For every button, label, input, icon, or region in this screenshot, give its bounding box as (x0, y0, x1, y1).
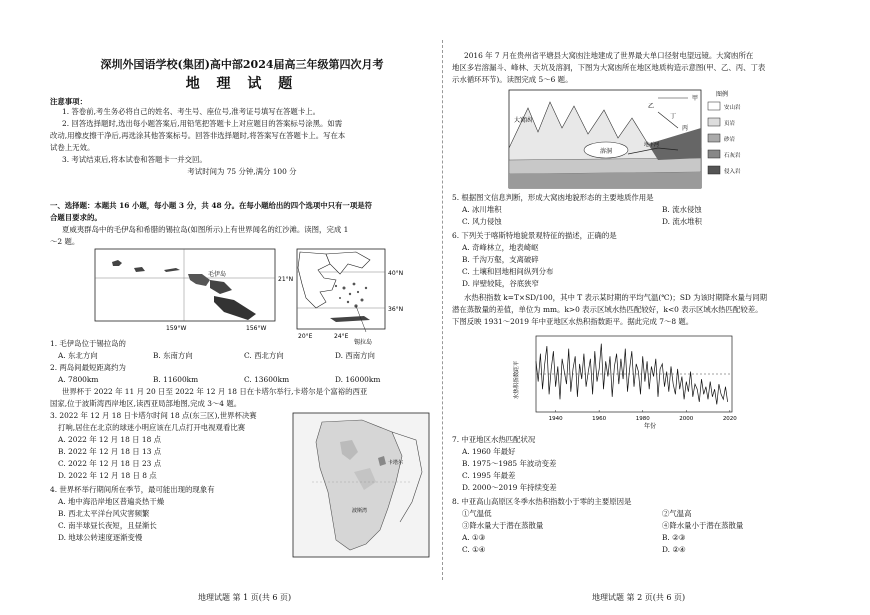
option: B. 11600km (153, 375, 199, 384)
question-stem: 2. 两岛间最短距离约为 (50, 363, 126, 372)
lat-label: 36°N (388, 306, 404, 313)
qatar-label: 卡塔尔 (388, 460, 404, 466)
passage: 示水循环环节)。读图完成 5～6 题。 (452, 75, 573, 84)
option: A. 1960 年最好 (462, 447, 516, 456)
notice-item: 改动,用橡皮擦干净后,再选涂其他答案标号。回答非选择题时,将答案写在答题卡上。写在本 (50, 131, 346, 140)
legend (708, 102, 741, 175)
question-stem: 5. 根据图文信息判断，形成大窝凼地貌形态的主要地质作用是 (452, 193, 654, 202)
option: B. 流水侵蚀 (662, 205, 702, 214)
statement: ④降水量小于潜在蒸散量 (662, 521, 744, 530)
option: D. 2022 年 12 月 18 日 8 点 (58, 471, 157, 480)
subject-title: 地 理 试 题 (185, 76, 299, 92)
island-shape (164, 268, 180, 272)
island-label: 锡拉岛 (354, 339, 373, 346)
x-tick-label: 2020 (722, 416, 737, 422)
option: A. ①③ (462, 533, 486, 542)
legend-title: 图例 (716, 91, 729, 98)
lon-label: 156°W (246, 325, 267, 332)
option: D. 16000km (335, 375, 381, 384)
island-shape (112, 260, 122, 266)
option: C. 13600km (244, 375, 290, 384)
page-divider (442, 40, 443, 580)
x-tick-label: 1960 (592, 416, 607, 422)
statement: ①气温低 (462, 509, 492, 518)
lat-label: 21°N (278, 276, 294, 283)
chart-series (536, 344, 728, 405)
passage: 2016 年 7 月在贵州省平塘县大窝凼注地建成了世界最大单口径射电望远镜。大窝凼所在 (464, 51, 754, 60)
page-2 (452, 0, 837, 615)
island-shape (188, 274, 210, 286)
legend-item: 侵入岩 (724, 169, 741, 175)
option: A. 奇峰林立，地表崎岖 (462, 243, 539, 252)
section-title: 合题目要求的。 (50, 213, 102, 222)
label-ding: 丁 (670, 113, 677, 120)
maui-map (94, 248, 294, 334)
notice-title: 注意事项： (50, 97, 87, 106)
index-anomaly-chart (512, 330, 772, 430)
passage: 世界杯于 2022 年 11 月 20 日至 2022 年 12 月 18 日在卡塔尔举行,卡塔尔是个富裕的西亚 (62, 387, 368, 396)
option: A. 东北方向 (58, 351, 98, 360)
option: C. 风力侵蚀 (462, 217, 502, 226)
option: A. 地中海沿岸地区普遍炎热干燥 (58, 497, 165, 506)
lat-label: 40°N (388, 270, 404, 277)
question-stem: 7. 中亚地区水热匹配状况 (452, 435, 536, 444)
thira-map (296, 248, 416, 352)
y-axis-label: 水热积指数距平 (514, 360, 520, 400)
option: B. 1975～1985 年波动变差 (462, 459, 557, 468)
option: C. 1995 年最差 (462, 471, 516, 480)
gulf-label: 波斯湾 (352, 508, 368, 514)
legend-item: 页岩 (724, 121, 736, 127)
option: D. 岸壁较陡，谷底狭窄 (462, 279, 539, 288)
option: A. 7800km (58, 375, 99, 384)
west-asia-map (292, 412, 432, 560)
passage: 水热积指数 k=T×SD/100，其中 T 表示某时期的平均气温(℃)；SD 为该时期降水量与同期 (464, 293, 768, 302)
option: B. ②③ (662, 533, 686, 542)
label-bing: 丙 (682, 125, 689, 132)
notice-item: 2. 回答选择题时,选出每小题答案后,用铅笔把答题卡上对应题目的答案标号涂黑。如需 (62, 119, 343, 128)
passage: 国家,位于波斯湾西岸地区,读西亚局部地图,完成 3～4 题。 (50, 399, 242, 408)
chart-axes (536, 336, 732, 412)
crete-shape (330, 316, 370, 322)
question-stem: 8. 中亚高山高原区冬季水热积指数小于零的主要原因是 (452, 497, 632, 506)
lon-label: 24°E (334, 333, 349, 340)
cave-label: 溶洞 (600, 148, 613, 155)
island-shape (134, 267, 145, 272)
exam-time: 考试时间为 75 分钟,满分 100 分 (187, 167, 297, 176)
label-yi: 乙 (648, 103, 655, 110)
page-1 (48, 0, 436, 615)
passage: 地区多岩溶漏斗、峰林、天坑及溶洞，下图为大窝凼所在地区地质构造示意图(甲、乙、丙、丁表 (452, 63, 766, 72)
question-stem: 4. 世界杯举行期间所在季节，最可能出现的现象有 (50, 485, 215, 494)
x-axis-label: 年份 (643, 423, 657, 430)
statement: ③降水量大于潜在蒸散量 (462, 521, 544, 530)
option: D. 流水堆积 (662, 217, 702, 226)
series-line (536, 344, 728, 405)
option: C. 2022 年 12 月 18 日 23 点 (58, 459, 162, 468)
label-jia: 甲 (692, 95, 699, 102)
option: B. 千沟万壑，支离破碎 (462, 255, 539, 264)
mountain-label: 大窝凼 (514, 117, 533, 124)
x-tick-label: 1940 (548, 416, 563, 422)
island-label: 毛伊岛 (208, 271, 227, 278)
option: B. 东南方向 (153, 351, 193, 360)
x-tick-label: 1980 (635, 416, 650, 422)
option: D. ②④ (662, 545, 686, 554)
option: D. 地球公转速度逐渐变慢 (58, 533, 143, 542)
passage: ～2 题。 (50, 237, 80, 246)
legend-item: 安山岩 (724, 105, 741, 111)
option: B. 西北太平洋台风灾害频繁 (58, 509, 150, 518)
passage: 夏威夷群岛中的毛伊岛和希腊的锡拉岛(如图所示)上有世界闻名的红沙滩。读图，完成 1 (62, 225, 349, 234)
option: A. 2022 年 12 月 18 日 18 点 (58, 435, 162, 444)
notice-item: 试卷上无效。 (50, 143, 95, 152)
notice-item: 3. 考试结束后,将本试卷和答题卡一并交回。 (62, 155, 207, 164)
option: D. 2000～2019 年持续变差 (462, 483, 557, 492)
option: B. 2022 年 12 月 18 日 13 点 (58, 447, 162, 456)
question-stem: 1. 毛伊岛位于锡拉岛的 (50, 339, 126, 348)
passage: 潜在蒸散量的差值，单位为 mm。k>0 表示区域水热匹配较好，k<0 表示区域水热匹配较差。 (452, 305, 763, 314)
page-footer: 地理试题 第 2 页(共 6 页) (592, 593, 686, 602)
passage: 下图反映 1931～2019 年中亚地区水热积指数距平。据此完成 7～8 题。 (452, 317, 694, 326)
question-stem: 6. 下列关于喀斯特地貌景观特征的描述，正确的是 (452, 231, 617, 240)
option: C. 土壤和回地相间纵列分布 (462, 267, 554, 276)
page-footer: 地理试题 第 1 页(共 6 页) (198, 593, 292, 602)
option: C. ①④ (462, 545, 486, 554)
island-shape (210, 280, 232, 294)
question-stem: 3. 2022 年 12 月 18 日卡塔尔时间 18 点(东三区),世界杯决赛 (50, 411, 257, 420)
lon-label: 20°E (298, 333, 313, 340)
option: A. 冰川堆积 (462, 205, 502, 214)
statement: ②气温高 (662, 509, 692, 518)
option: C. 南半球昼长夜短，且昼渐长 (58, 521, 157, 530)
lon-label: 159°W (166, 325, 187, 332)
school-title: 深圳外国语学校(集团)高中部2024届高三年级第四次月考 (100, 58, 384, 71)
land-shape (326, 252, 370, 274)
sandstone-layer (509, 172, 701, 188)
x-tick-label: 2000 (679, 416, 694, 422)
notice-item: 1. 答卷前,考生务必将自己的姓名、考生号、座位号,准考证号填写在答题卡上。 (62, 107, 320, 116)
option: D. 西南方向 (335, 351, 375, 360)
shale-layer (509, 158, 701, 174)
island-shape (214, 296, 256, 320)
legend-item: 砂岩 (724, 137, 736, 143)
geology-diagram (508, 88, 758, 192)
question-stem: 打响,居住在北京的球迷小明应该在几点打开电视观看比赛 (58, 423, 246, 432)
section-title: 一、选择题：本题共 16 小题，每小题 3 分，共 48 分。在每小题给出的四个选项中只有一项是符 (50, 201, 372, 210)
legend-item: 石灰岩 (724, 153, 741, 159)
option: C. 西北方向 (244, 351, 284, 360)
river-label: 地下河 (644, 142, 660, 148)
